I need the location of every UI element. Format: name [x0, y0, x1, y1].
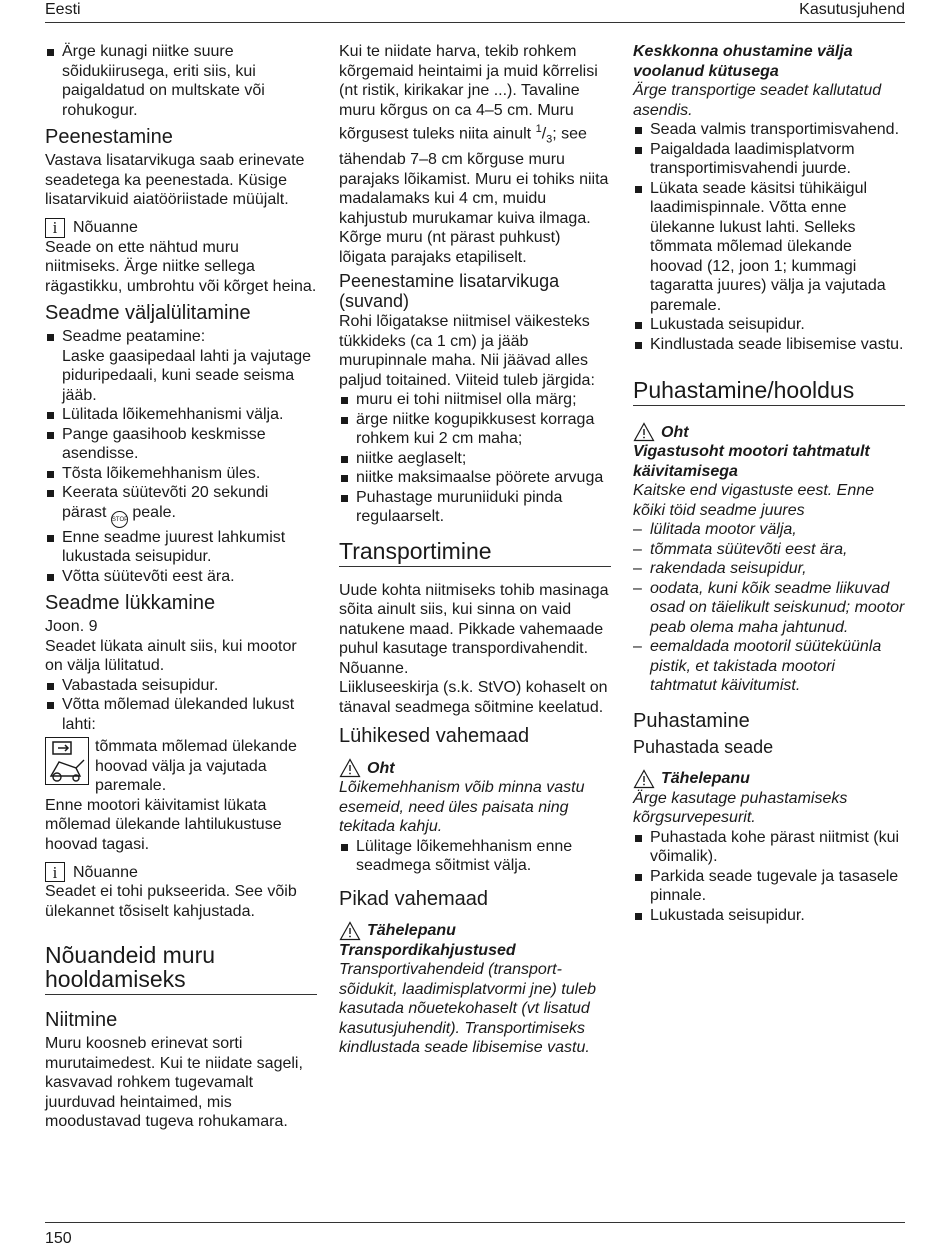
bullet-list	[633, 828, 905, 926]
paragraph: Muru koosneb erinevat sorti murutaimedest. Kui te niidate sageli, kasvavad rohkem tugevamalt juurduvad heintaimed, mis moodustavad tugeva rohukamara.	[45, 1035, 303, 1130]
info-icon: i	[45, 862, 65, 882]
list-item: – oodata, kuni kõik seadme liikuvad osad on täielikult seiskunud; mootor peab olema maha jahtunud.	[633, 579, 905, 638]
environment-warning-title: Keskkonna ohustamine välja voolanud kütusega	[633, 43, 853, 80]
notice-title: Nõuanne	[73, 219, 138, 236]
warning-subtitle: Transpordikahjustused	[339, 941, 516, 959]
warning-text: Kaitske end vigastuste eest. Enne kõiki töid seadme juures	[633, 482, 875, 519]
list-item: Enne seadme juurest lahkumist lukustada seisupidur.	[45, 528, 317, 567]
list-item: Lülitage lõikemehhanism enne seadmega sõitmist välja.	[339, 837, 611, 876]
figure-row	[45, 737, 317, 796]
paragraph-text: Kui te niidate harva, tekib rohkem kõrgemaid heintaimi ja muid kõrrelisi (nt ristik, kirikakar jne ...). Tavaline muru kõrgus on ca 4–5 cm. Muru kõrgusest tuleks niita ainult	[339, 43, 598, 143]
heading-niitmine: Niitmine	[45, 1009, 118, 1031]
warning-triangle-icon	[633, 422, 655, 442]
key-text: Keerata süütevõti 20 sekundi pärast	[62, 484, 269, 521]
list-item: Lukustada seisupidur.	[633, 906, 905, 926]
warning-box	[339, 921, 611, 1058]
section-heading-nouandeid	[45, 943, 317, 995]
list-item: Ärge kunagi niitke suure sõidukiirusega, eriti siis, kui paigaldatud on multskate või rohukogur.	[45, 42, 317, 120]
fraction-slash: /	[541, 125, 547, 143]
heading-puhastamine: Puhastamine	[633, 709, 750, 732]
paragraph: Nõuanne.	[339, 659, 409, 677]
notice-title: Nõuanne	[73, 863, 138, 881]
paragraph	[339, 42, 611, 267]
paragraph-text: ; see tähendab 7–8 cm kõrguse muru parajaks lõikamist. Muru ei tohiks niita madalamaks kui 4 cm, muidu kahjustub murukamar kuiva ilmaga. Kõrge muru (nt pärast puhkust) lõigata parajaks etapiliselt.	[339, 125, 609, 266]
section-heading-puhastamine-hooldus: Puhastamine/hooldus	[633, 378, 905, 406]
paragraph: Enne mootori käivitamist lükata mõlemad ülekande lahtilukustuse hoovad tagasi.	[45, 796, 282, 853]
list-item-rest: Laske gaasipedaal lahti ja vajutage piduripedaali, kuni seade seisma jääb.	[62, 347, 312, 404]
paragraph: Uude kohta niitmiseks tohib masinaga sõita ainult siis, kui sinna on vaid natukene maad. Pikkade vahemaade puhul kasutage transpordivahendit.	[339, 581, 609, 658]
notice-text: Seade on ette nähtud muru niitmiseks. Ärge niitke sellega rägastikku, umbrohtu või kõrget heina.	[45, 238, 317, 295]
figure-text: tõmmata mõlemad ülekande hoovad välja ja vajutada paremale.	[95, 738, 297, 794]
paragraph: Rohi lõigatakse niitmisel väikesteks tükkideks (ca 1 cm) ja jääb murupinnale maha. Nii jäävad alles paljud toitained. Viiteid tuleb järgida:	[339, 313, 595, 389]
list-item: Paigaldada laadimisplatvorm transportimisvahendi juurde.	[633, 140, 905, 179]
header-document-title: Kasutusjuhend	[799, 1, 905, 18]
notice-box	[45, 218, 317, 297]
list-item: – eemaldada mootoril süüteküünla pistik, et takistada mootori tahtmatut käivitumist.	[633, 637, 905, 696]
heading-pikad: Pikad vahemaad	[339, 887, 488, 910]
list-item	[45, 483, 317, 528]
list-item: Tõsta lõikemehhanism üles.	[45, 464, 317, 484]
list-item: Lülitada lõikemehhanismi välja.	[45, 405, 317, 425]
paragraph: Vastava lisatarvikuga saab erinevate seadetega ka peenestada. Küsige lisatarvikuid aiatööriistade müüjalt.	[45, 152, 305, 208]
bullet-list	[45, 42, 317, 120]
header-language: Eesti	[45, 1, 81, 18]
list-item: ärge niitke kogupikkusest korraga rohkem kui 2 cm maha;	[339, 410, 611, 449]
paragraph: Seadet lükata ainult siis, kui mootor on välja lülitatud.	[45, 637, 297, 674]
page-header	[45, 0, 905, 23]
column-1	[45, 42, 317, 1132]
list-item: Kindlustada seade libisemise vastu.	[633, 335, 905, 355]
list-item-line: Seadme peatamine:	[62, 328, 206, 345]
section-heading-line: hooldamiseks	[45, 966, 186, 992]
warning-subtitle: Vigastusoht mootori tahtmatult käivitamisega	[633, 443, 870, 480]
mower-push-lever-icon	[45, 737, 89, 785]
list-item: – tõmmata süütevõti eest ära,	[633, 540, 905, 560]
fraction-denominator: 3	[546, 133, 553, 146]
dash-list	[633, 520, 905, 696]
bullet-list	[45, 327, 317, 586]
warning-title: Oht	[367, 759, 395, 777]
list-item: Lukustada seisupidur.	[633, 315, 905, 335]
paragraph: Liikluseeskirja (s.k. StVO) kohaselt on tänaval seadmega sõitmine keelatud.	[339, 679, 608, 716]
warning-title: Oht	[661, 423, 689, 441]
info-icon: i	[45, 218, 65, 238]
list-item: Võtta mõlemad ülekanded lukust lahti:	[45, 695, 317, 734]
list-item: Puhastage muruniiduki pinda regulaarselt.	[339, 488, 611, 527]
warning-triangle-icon	[339, 921, 361, 941]
figure-reference: Joon. 9	[45, 618, 98, 635]
warning-text: Ärge kasutage puhastamiseks kõrgsurvepesurit.	[633, 789, 848, 826]
warning-triangle-icon	[339, 758, 361, 778]
warning-text: Lõikemehhanism võib minna vastu esemeid, need üles paisata ning tekitada kahju.	[339, 779, 585, 836]
heading-puhastada-seade: Puhastada seade	[633, 736, 774, 757]
list-item: Seada valmis transportimisvahend.	[633, 120, 905, 140]
section-heading-transportimine: Transportimine	[339, 539, 611, 567]
list-item: niitke aeglaselt;	[339, 449, 611, 469]
warning-box	[633, 769, 905, 828]
list-item: Lükata seade käsitsi tühikäigul laadimispinnale. Võtta enne ülekanne lukust lahti. Selleks tõmmata mõlemad ülekande hoovad (12, joon 1; kummagi tagaratta juures) välja ja vajutada paremale.	[633, 179, 905, 316]
list-item: muru ei tohi niitmisel olla märg;	[339, 390, 611, 410]
notice-box	[45, 862, 317, 921]
list-item: – rakendada seisupidur,	[633, 559, 905, 579]
heading-lukkamine: Seadme lükkamine	[45, 592, 216, 614]
list-item: Puhastada kohe pärast niitmist (kui võimalik).	[633, 828, 905, 867]
notice-text: Seadet ei tohi pukseerida. See võib ülekannet tõsiselt kahjustada.	[45, 883, 297, 920]
section-heading-line: Nõuandeid muru	[45, 942, 216, 968]
bullet-list	[339, 390, 611, 527]
bullet-list	[339, 837, 611, 876]
warning-text: Transportivahendeid (transport-sõidukit, laadimisplatvormi jne) tuleb kasutada nõuetekohaselt (vt lisatud kasutusjuhendit). Transportimiseks kindlustada seade libisemise vastu.	[339, 961, 596, 1057]
heading-valjalulitamine: Seadme väljalülitamine	[45, 302, 251, 324]
stop-symbol-icon: STOP	[111, 511, 128, 528]
list-item: Parkida seade tugevale ja tasasele pinnale.	[633, 867, 905, 906]
column-3	[633, 42, 905, 925]
warning-title: Tähelepanu	[367, 922, 456, 940]
page-number: 150	[45, 1230, 72, 1247]
heading-luhikesed: Lühikesed vahemaad	[339, 725, 530, 748]
list-item: – lülitada mootor välja,	[633, 520, 905, 540]
list-item	[45, 327, 317, 405]
warning-triangle-icon	[633, 769, 655, 789]
bullet-list	[633, 120, 905, 354]
column-2	[339, 42, 611, 1058]
bullet-list	[45, 676, 317, 735]
list-item: Pange gaasihoob keskmisse asendisse.	[45, 425, 317, 464]
list-item: Vabastada seisupidur.	[45, 676, 317, 696]
list-item: niitke maksimaalse pöörete arvuga	[339, 468, 611, 488]
warning-box	[633, 422, 905, 696]
environment-warning-text: Ärge transportige seadet kallutatud asendis.	[633, 82, 882, 119]
key-text-after: peale.	[132, 503, 176, 521]
warning-box	[339, 758, 611, 837]
fraction-numerator: 1	[535, 123, 542, 135]
heading-lisatarvik: Peenestamine lisatarvikuga (suvand)	[339, 271, 560, 312]
footer-rule	[45, 1222, 905, 1223]
warning-title: Tähelepanu	[661, 770, 750, 787]
heading-peenestamine: Peenestamine	[45, 126, 173, 148]
list-item: Võtta süütevõti eest ära.	[45, 567, 317, 587]
